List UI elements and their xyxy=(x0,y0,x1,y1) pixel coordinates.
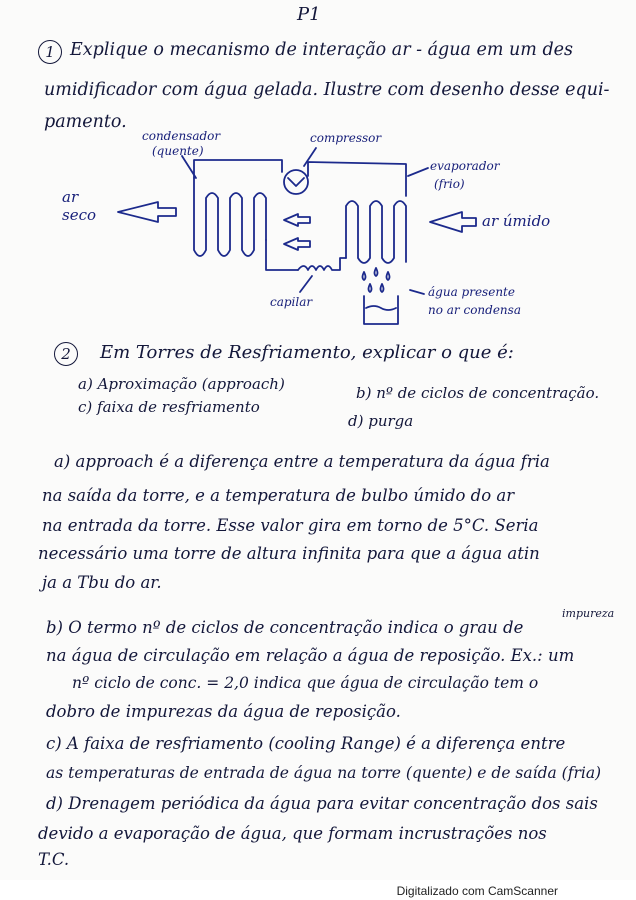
answer-a-line-1: a) approach é a diferença entre a temperatura da água fria xyxy=(54,452,550,471)
refrigerant-line-top-right xyxy=(308,162,406,196)
airflow-arrow-1 xyxy=(284,214,310,226)
label-capilar: capilar xyxy=(270,295,313,309)
answer-c-line-1: c) A faixa de resfriamento (cooling Range) é a diferença entre xyxy=(46,734,566,753)
capillary-coil xyxy=(298,258,346,270)
refrigerant-line-top-left xyxy=(194,160,282,178)
label-no-ar-condensa: no ar condensa xyxy=(428,303,521,317)
label-frio: (frio) xyxy=(434,177,465,191)
capilar-pointer xyxy=(300,276,312,292)
answer-b-line-4: dobro de impurezas da água de reposição. xyxy=(46,702,401,721)
answer-a-line-4: necessário uma torre de altura infinita para que a água atin xyxy=(38,544,540,563)
answer-b-line-1: b) O termo nº de ciclos de concentração indica o grau de xyxy=(46,618,524,637)
page-number: P1 xyxy=(297,4,321,25)
answer-d-line-1: d) Drenagem periódica da água para evitar concentração dos sais xyxy=(46,794,598,813)
answer-a-line-3: na entrada da torre. Esse valor gira em torno de 5°C. Seria xyxy=(42,516,539,535)
question-1-line-3: pamento. xyxy=(44,112,127,132)
label-quente: (quente) xyxy=(152,144,204,158)
evaporator-coil xyxy=(346,201,406,263)
dry-air-arrow xyxy=(118,202,176,222)
water-pointer xyxy=(410,290,424,294)
question-2-item-a: a) Aproximação (approach) xyxy=(78,375,285,393)
question-2-number: 2 xyxy=(54,342,78,366)
compressor-symbol xyxy=(284,170,308,194)
label-ar: ar xyxy=(62,188,79,206)
question-2-title: Em Torres de Resfriamento, explicar o que é: xyxy=(100,342,514,363)
airflow-arrow-2 xyxy=(284,238,310,250)
label-agua-presente: água presente xyxy=(428,285,515,299)
label-ar-umido: ar úmido xyxy=(482,212,551,230)
answer-b-superscript: impureza xyxy=(562,607,615,620)
condenser-coil xyxy=(194,178,266,256)
evaporator-pointer xyxy=(408,168,428,176)
answer-d-line-3: T.C. xyxy=(38,850,70,869)
question-1-line-2: umidificador com água gelada. Ilustre com desenho desse equi- xyxy=(44,80,610,100)
answer-b-line-2: na água de circulação em relação a água de reposição. Ex.: um xyxy=(46,646,575,665)
humid-air-arrow xyxy=(430,212,476,232)
question-2-item-d: d) purga xyxy=(348,412,414,430)
question-2-item-b: b) nº de ciclos de concentração. xyxy=(356,384,600,402)
water-droplets xyxy=(363,268,390,292)
answer-b-line-3: nº ciclo de conc. = 2,0 indica que água de circulação tem o xyxy=(72,674,539,692)
compressor-pointer xyxy=(304,148,316,166)
question-2-item-c: c) faixa de resfriamento xyxy=(78,398,260,416)
question-1-line-1: Explique o mecanismo de interação ar - água em um des xyxy=(70,40,573,60)
answer-d-line-2: devido a evaporação de água, que formam incrustrações nos xyxy=(38,824,547,843)
scanner-label: Digitalizado com CamScanner xyxy=(396,884,558,898)
answer-a-line-2: na saída da torre, e a temperatura de bulbo úmido do ar xyxy=(42,486,515,505)
answer-a-line-5: ja a Tbu do ar. xyxy=(42,573,162,592)
label-evaporador: evaporador xyxy=(430,159,500,173)
label-condensador: condensador xyxy=(142,129,221,143)
answer-c-line-2: as temperaturas de entrada de água na torre (quente) e de saída (fria) xyxy=(46,764,602,782)
question-1-number: 1 xyxy=(38,40,62,64)
label-compressor: compressor xyxy=(310,131,382,145)
label-seco: seco xyxy=(62,206,97,224)
